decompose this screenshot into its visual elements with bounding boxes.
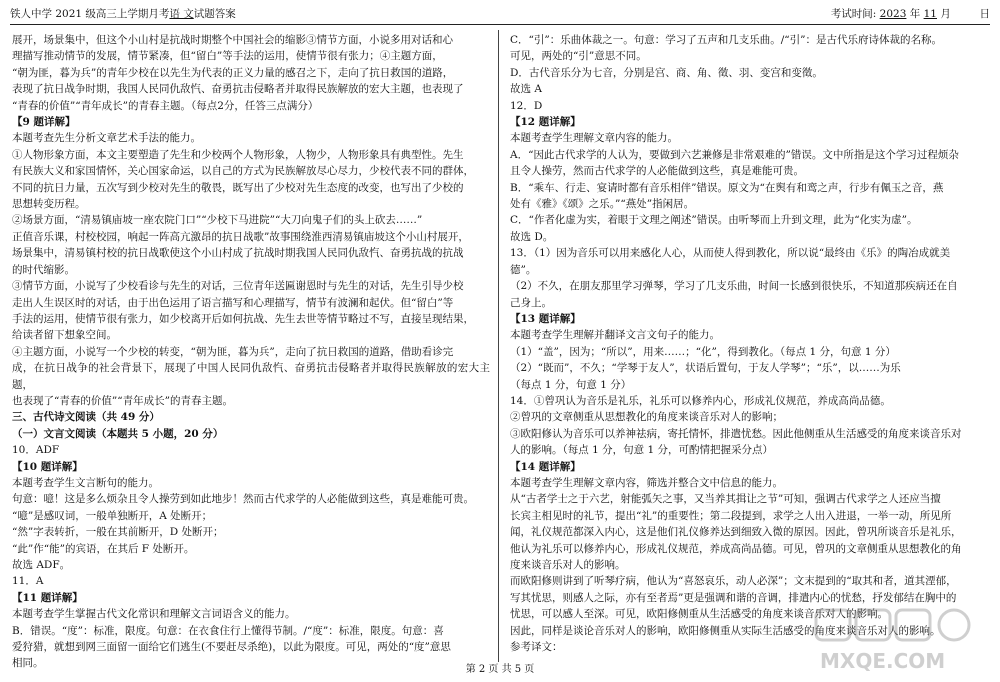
text-line: 给读者留下想象空间。 xyxy=(12,329,117,342)
text-line: 13．（1）因为音乐可以用来感化人心，从而使人得到教化，所以说“最终由《乐》的陶冶成就美 xyxy=(510,247,951,260)
text-line: ②场景方面，“清易镇庙坡一座农院门口”“少校下马进院”“大刀向鬼子们的头上砍去……” xyxy=(12,214,423,227)
text-line: 因此，同样是谈论音乐对人的影响，欧阳修侧重从实际生活感受的角度来谈音乐对人的影响。 xyxy=(510,624,941,637)
text-line: B．错误。“度”：标准，限度。句意：在衣食住行上懂得节制。/“度”：标准，限度。句意：喜 xyxy=(12,624,444,637)
text-line: 本题考查学生理解并翻译文言文句子的能力。 xyxy=(510,329,720,342)
text-line: 度来谈音乐对人的影响。 xyxy=(510,559,626,571)
text-line: 己身上。 xyxy=(510,296,552,309)
text-line: “朝为匪，暮为兵”的青年少校在以先生为代表的正义力量的感召之下，走向了抗日救国的道路， xyxy=(12,66,454,79)
text-line: 展开，场景集中，但这个小山村是抗战时期整个中国社会的缩影③情节方面，小说多用对话和心 xyxy=(12,34,453,46)
section-heading: （一）文言文阅读（本题共 5 小题，20 分） xyxy=(12,427,224,440)
text-line: （2）“既而”，不久；“学琴于友人”，状语后置句，于友人学琴”；“乐”，以……为乐 xyxy=(510,362,901,375)
text-line: “噫”是感叹词，一般单独断开，A 处断开； xyxy=(12,509,213,522)
text-line: ③情节方面，小说写了少校看诊与先生的对话，三位青年送匾谢恩时与先生的对话，先生引导少校 xyxy=(12,280,464,293)
section-heading: 三、古代诗文阅读（共 49 分） xyxy=(12,411,160,424)
text-line: 的时代缩影。 xyxy=(12,263,75,276)
section-heading: 【9 题详解】 xyxy=(12,116,76,129)
text-line: 表现了抗日战争时期，我国人民同仇敌忾、奋勇抗击侵略者并取得民族解放的宏大主题，也表现了 xyxy=(12,83,464,96)
text-line: 可见，两处的“引”意思不同。 xyxy=(510,50,647,63)
header-title xyxy=(10,6,236,22)
text-line: A．“因此古代求学的人认为，要做到六艺兼修是非常艰难的”错误。文中所指是这个学习过程烦杂 xyxy=(510,148,959,161)
text-line: 他认为礼乐可以修养内心，形成礼仪规范，养成高尚品德。可见，曾巩的文章侧重从思想教化的角 xyxy=(510,542,962,555)
text-line: “青春的价值”“青年成长”的青春主题。（每点2分，任答三点满分） xyxy=(12,99,319,112)
section-heading: 【11 题详解】 xyxy=(12,591,83,604)
text-line: （2）不久，在朋友那里学习弹琴，学习了几支乐曲，时间一长感到很快乐，不知道那疾病还在自 xyxy=(510,280,958,293)
text-line: 故选 ADF。 xyxy=(12,559,71,571)
column-divider xyxy=(498,30,499,662)
text-line: 长宾主相见时的礼节，提出“礼”的重要性；第二段提到，求学之人出入进退，一举一动，所见所 xyxy=(510,509,952,522)
text-line: D．古代音乐分为七音，分别是宫、商、角、徵、羽、变宫和变徵。 xyxy=(510,66,823,79)
text-line: C．“引”：乐曲体裁之一。句意：学习了五声和几支乐曲。/“引”：是古代乐府诗体裁的名称。 xyxy=(510,34,943,46)
left-column xyxy=(12,32,490,670)
text-line: 10．ADF xyxy=(12,444,60,457)
text-line: 11．A xyxy=(12,575,44,588)
text-line: 参考译文： xyxy=(510,641,563,654)
text-line: 从“古者学士之于六艺，射能弧矢之事，又当养其揖让之节”可知，强调古代求学之人还应当擅 xyxy=(510,493,941,506)
text-line: C．“作者化虚为实，着眼于文理之阐述”错误。由听琴而上升到文理，此为“化实为虚”。 xyxy=(510,214,918,227)
text-line: ①人物形象方面，本文主要塑造了先生和少校两个人物形象，人物少，人物形象具有典型性。先生 xyxy=(12,148,464,161)
text-line: 成，在抗日战争的社会背景下，展现了中国人民同仇敌忾、奋勇抗击侵略者并取得民族解放的宏大主题， xyxy=(12,362,490,391)
text-line: 思想转变历程。 xyxy=(12,198,86,211)
text-line: 故选 A xyxy=(510,83,542,96)
section-heading: 【10 题详解】 xyxy=(12,460,83,473)
text-line: B．“乘车、行走、宴请时都有音乐相伴”错误。原文为“在舆有和鸾之声，行步有佩玉之音，燕 xyxy=(510,181,944,194)
watermark-text: MXQE.COM xyxy=(820,649,946,673)
text-line: 手法的运用，使情节很有张力，如少校离开后如何抗战、先生去世等情节略过不写，直接呈现结果， xyxy=(12,312,474,325)
header-exam-time xyxy=(831,6,990,22)
text-line: “然”字表转折，一般在其前断开，D 处断开； xyxy=(12,526,224,539)
text-line: （每点 1 分，句意 1 分） xyxy=(510,378,632,391)
text-line: 14．①曾巩认为音乐是礼乐，礼乐可以修养内心，形成礼仪规范，养成高尚品德。 xyxy=(510,394,891,407)
text-line: 且令人操劳，然而古代求学的人必能做到这些，真是难能可贵。 xyxy=(510,165,804,178)
text-line: 正值音乐课，村校校园，响起一阵高亢激昂的抗日战歌”故事围绕淮西清易镇庙坡这个小山村展开， xyxy=(12,230,469,243)
right-column xyxy=(510,32,988,662)
exam-month: 11 xyxy=(923,8,937,20)
text-line: ④主题方面，小说写一个少校的转变，“朝为匪，暮为兵”，走向了抗日救国的道路，借助看诊完 xyxy=(12,345,454,358)
text-line: 相同。 xyxy=(12,657,44,670)
page-header xyxy=(10,6,990,25)
text-line: 写其忧思，则感人之际，亦有至者焉”更是强调和谐的音调，排遣内心的忧愁，抒发郁结在胸中的 xyxy=(510,591,957,604)
header-subject: 语 文 xyxy=(169,8,194,20)
text-line: 不同的抗日力量，五次写到少校对先生的敬畏，既写出了少校对先生态度的改变，也写出了少校的 xyxy=(12,181,464,194)
text-line: 本题考查学生理解文章内容，筛选并整合文中信息的能力。 xyxy=(510,476,783,489)
text-line: （1）“盖”，因为；“所以”，用来……；“化”，得到教化。（每点 1 分，句意 1 分） xyxy=(510,345,896,358)
text-line: 走出人生误区时的对话，由于出色运用了语言描写和心理描写，情节有波澜和起伏。但“留白”等 xyxy=(12,296,454,309)
text-line: 德”。 xyxy=(510,263,537,276)
text-line: 本题考查先生分析文章艺术手法的能力。 xyxy=(12,132,201,145)
text-line: 也表现了“青春的价值”“青年成长”的青春主题。 xyxy=(12,394,233,407)
text-line: 本题考查学生文言断句的能力。 xyxy=(12,476,159,489)
exam-time-label: 考试时间: xyxy=(830,8,877,20)
section-heading: 【12 题详解】 xyxy=(510,116,581,129)
exam-month-unit: 月 xyxy=(940,8,951,20)
text-line: 理描写推动情节的发展，情节紧凑，但“留白”等手法的运用，使情节很有张力；④主题方面， xyxy=(12,50,443,63)
text-line: 而欧阳修则讲到了听琴疗病，他认为“喜怒哀乐，动人必深”；文末提到的“取其和者，道其湮郁， xyxy=(510,575,957,588)
header-school-exam: 铁人中学 2021 级高三上学期月考 xyxy=(10,8,170,20)
section-heading: 【14 题详解】 xyxy=(510,460,581,473)
text-line: 处有《雅》《颂》之乐。”“燕处”指闲居。 xyxy=(510,198,695,211)
section-heading: 【13 题详解】 xyxy=(510,312,581,325)
page-footer: 第 2 页 共 5 页 xyxy=(465,664,535,675)
exam-day-unit: 日 xyxy=(979,8,990,20)
exam-year-unit: 年 xyxy=(909,8,921,20)
text-line: 本题考查学生理解文章内容的能力。 xyxy=(510,132,678,145)
text-line: 人的影响。（每点 1 分，句意 1 分，可酌情把握采分点） xyxy=(510,444,773,457)
exam-year: 2023 xyxy=(879,8,907,20)
text-line: “此”作“能”的宾语，在其后 F 处断开。 xyxy=(12,542,195,555)
text-line: 场景集中，清易镇村校的抗日战歌使这个小山村成了抗战时期我国人民同仇敌忾、奋勇抗战的抗战 xyxy=(12,247,464,260)
text-line: ②曾巩的文章侧重从思想教化的角度来谈音乐对人的影响； xyxy=(510,411,783,424)
text-line: 有民族大义和家国情怀，关心国家命运，以自己的方式为民族解放尽心尽力，少校代表不同的群体， xyxy=(12,165,474,178)
text-line: 故选 D。 xyxy=(510,230,554,243)
text-line: 闻，礼仪规范都深入内心，这是他们礼仪修养达到细致入微的原因。因此，曾巩所谈音乐是礼乐， xyxy=(510,526,962,539)
text-line: 12．D xyxy=(510,99,543,112)
text-line: 本题考查学生掌握古代文化常识和理解文言词语含义的能力。 xyxy=(12,608,296,621)
text-line: 爱狩猎，就想到网三面留一面给它们逃生(不要赶尽杀绝)，以此为限度。可见，两处的“度”意思 xyxy=(12,641,451,654)
text-line: 忧思，可以感人至深。可见，欧阳修侧重从生活感受的角度来谈音乐对人的影响。 xyxy=(510,608,888,621)
header-suffix: 试题答案 xyxy=(193,8,236,20)
text-line: ③欧阳修认为音乐可以养神祛病，寄托情怀，排遣忧愁。因此他侧重从生活感受的角度来谈音乐对 xyxy=(510,427,962,440)
text-line: 句意：噫！这是多么烦杂且令人操劳到如此地步！然而古代求学的人必能做到这些，真是难能可贵。 xyxy=(12,493,474,506)
